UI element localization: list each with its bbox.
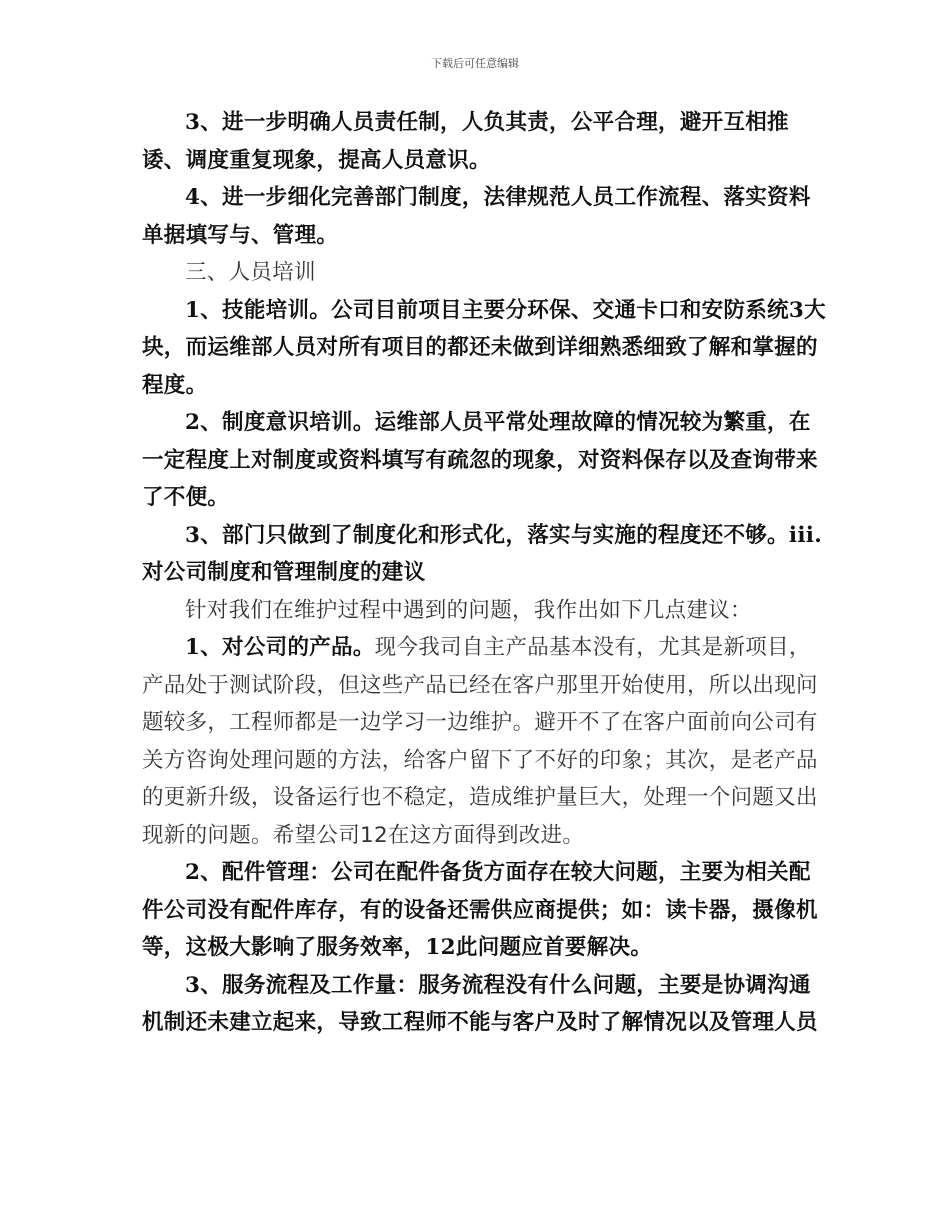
paragraph-parts-management: 2、配件管理：公司在配件备货方面存在较大问题，主要为相关配件公司没有配件库存，有的设备还需供应商提供；如：读卡器，摄像机等，这极大影响了服务效率，12此问题应首要解决。 (142, 860, 818, 960)
paragraph-formalization: 3、部门只做到了制度化和形式化，落实与实施的程度还不够。iii.对公司制度和管理制度的建议 (142, 522, 823, 585)
header-note: 下载后可任意编辑 (431, 57, 519, 70)
paragraph-4-department-rules: 4、进一步细化完善部门制度，法律规范人员工作流程、落实资料单据填写与、管理。 (142, 185, 811, 248)
paragraph-service-process: 3、服务流程及工作量：服务流程没有什么问题，主要是协调沟通机制还未建立起来，导致工程师不能与客户及时了解情况以及管理人员 (142, 972, 818, 1035)
paragraph-3-responsibility: 3、进一步明确人员责任制，人负其责，公平合理，避开互相推诿、调度重复现象，提高人员意识。 (142, 110, 789, 173)
paragraph-suggestions-intro: 针对我们在维护过程中遇到的问题，我作出如下几点建议： (185, 597, 752, 623)
paragraph-products (142, 629, 832, 854)
document-body (142, 104, 832, 1042)
products-lead: 1、对公司的产品。 (185, 635, 375, 660)
section-heading-training: 三、人员培训 (185, 260, 316, 285)
paragraph-skill-training: 1、技能培训。公司目前项目主要分环保、交通卡口和安防系统3大块，而运维部人员对所有项目的都还未做到详细熟悉细致了解和掌握的程度。 (142, 297, 826, 398)
paragraph-awareness-training: 2、制度意识培训。运维部人员平常处理故障的情况较为繁重，在一定程度上对制度或资料填写有疏忽的现象，对资料保存以及查询带来了不便。 (142, 410, 818, 510)
products-body: 现今我司自主产品基本没有，尤其是新项目，产品处于测试阶段，但这些产品已经在客户那里开始使用，所以出现问题较多，工程师都是一边学习一边维护。避开不了在客户面前向公司有关方咨询处理问题的方法，给客户留下了不好的印象；其次，是老产品的更新升级，设备运行也不稳定，造成维护量巨大，处理一个问题又出现新的问题。希望公司12在这方面得到改进。 (142, 635, 818, 848)
